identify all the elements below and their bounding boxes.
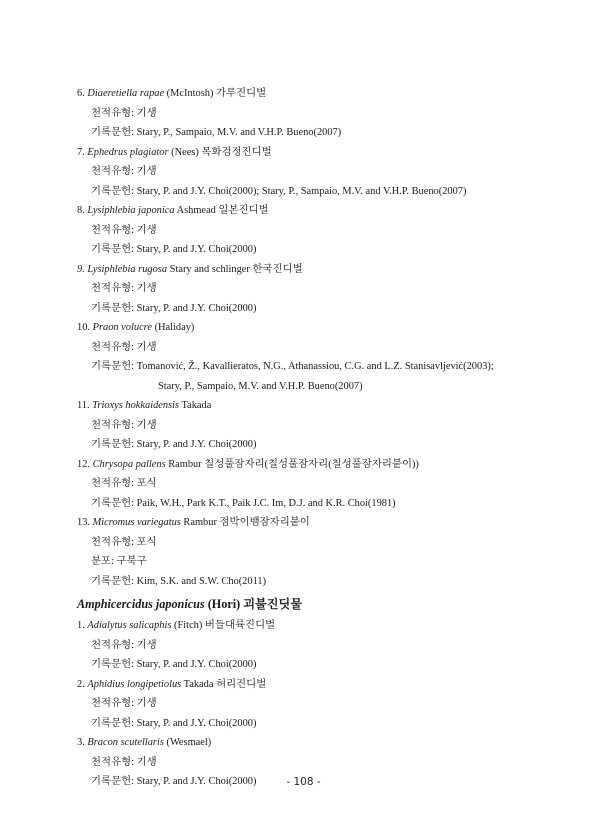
entry-title: [77, 513, 577, 533]
species-name: Diaeretiella rapae: [87, 88, 165, 99]
species-name: Chrysopa pallens: [92, 458, 166, 470]
page-number: - 108 -: [286, 776, 321, 788]
species-author: (Wesmael): [163, 737, 212, 748]
entry-detail: 천적유형: 기생: [91, 224, 157, 236]
species-name: Aphidius longipetiolus: [87, 678, 182, 690]
species-name: Praon volucre: [92, 322, 152, 333]
entry-number: 7.: [77, 146, 85, 158]
page-content: [77, 84, 577, 792]
species-author: Takada 허리진디벌: [181, 678, 267, 690]
entry-detail: 천적유형: 기생: [91, 698, 157, 709]
entry-detail: 천적유형: 포식: [91, 478, 157, 489]
entry-title: [77, 616, 577, 636]
entry-title: [77, 675, 577, 695]
species-list-aphid-1: [77, 84, 577, 591]
entry-detail: 기록문헌: Stary, P. and J.Y. Choi(2000): [91, 717, 257, 729]
entry-detail: 천적유형: 기생: [91, 639, 157, 651]
entry-title: [77, 84, 577, 104]
entry-title: [77, 733, 577, 753]
entry-detail: 기록문헌: Stary, P. and J.Y. Choi(2000): [91, 244, 257, 255]
species-author: Stary and schlinger 한국진디벌: [167, 263, 303, 275]
host-aphid-rest: (Hori) 괴불진딧물: [204, 597, 303, 611]
entry-number: 1.: [77, 620, 85, 631]
species-name: Lysiphlebia rugosa: [87, 263, 168, 275]
species-name: Trioxys hokkaidensis: [92, 400, 180, 411]
entry-detail: 천적유형: 기생: [91, 756, 157, 768]
entry-detail: 기록문헌: Paik, W.H., Park K.T., Paik J.C. Im, D.J. and K.R. Choi(1981): [91, 497, 396, 509]
entry-detail: 분포: 구북구: [91, 556, 147, 567]
species-author: Ashmead 일본진디벌: [174, 205, 269, 216]
entry-number: 9.: [77, 263, 85, 275]
entry-detail: 기록문헌: Stary, P. and J.Y. Choi(2000): [91, 659, 257, 670]
species-author: (Nees) 목화검정진디벌: [168, 146, 272, 158]
entry-title: [77, 318, 577, 338]
species-name: Ephedrus plagiator: [87, 146, 169, 158]
entry-number: 10.: [77, 322, 90, 333]
host-aphid-heading: [77, 593, 577, 615]
species-name: Lysiphlebia japonica: [87, 205, 175, 216]
species-author: Takada: [179, 400, 212, 411]
host-aphid-name: Amphicercidus japonicus: [77, 597, 205, 611]
species-name: Adialytus salicaphis: [87, 620, 172, 631]
entry-detail: 기록문헌: Stary, P. and J.Y. Choi(2000): [91, 776, 257, 787]
species-list-aphid-2: [77, 616, 577, 792]
entry-title: [77, 260, 577, 280]
entry-number: 13.: [77, 517, 90, 528]
entry-detail: 기록문헌: Stary, P. and J.Y. Choi(2000): [91, 439, 257, 450]
entry-detail: 천적유형: 기생: [91, 419, 157, 431]
entry-title: [77, 455, 577, 475]
entry-number: 3.: [77, 737, 85, 748]
entry-number: 8.: [77, 205, 85, 216]
species-name: Micromus variegatus: [92, 517, 181, 528]
species-author: Rambur 점박이뱀잠자리붙이: [180, 517, 310, 528]
entry-detail: 기록문헌: Stary, P. and J.Y. Choi(2000); Stary, P., Sampaio, M.V. and V.H.P. Bueno(2007): [91, 185, 467, 197]
entry-number: 11.: [77, 400, 90, 411]
entry-detail: 기록문헌: Stary, P. and J.Y. Choi(2000): [91, 302, 257, 314]
entry-title: [77, 201, 577, 221]
entry-detail: Stary, P., Sampaio, M.V. and V.H.P. Bueno(2007): [158, 380, 363, 392]
entry-detail: 천적유형: 기생: [91, 341, 157, 353]
entry-detail: 천적유형: 포식: [91, 536, 157, 548]
entry-number: 6.: [77, 88, 85, 99]
entry-title: [77, 143, 577, 163]
entry-detail: 기록문헌: Kim, S.K. and S.W. Cho(2011): [91, 575, 267, 587]
species-author: (Haliday): [151, 322, 195, 333]
entry-detail: 기록문헌: Tomanović, Ž., Kavallieratos, N.G., Athanassiou, C.G. and L.Z. Stanisavljević(2003);: [91, 361, 494, 372]
species-author: (Fitch) 버들대륙진디벌: [171, 620, 276, 631]
entry-number: 12.: [77, 458, 90, 470]
entry-title: [77, 396, 577, 416]
entry-detail: 천적유형: 기생: [91, 107, 157, 119]
species-author: Rambur 칠성풀잠자리(칠성풀잠자리(칠성풀잠자리붙이)): [165, 458, 419, 470]
species-name: Bracon scutellaris: [87, 737, 164, 748]
entry-detail: 천적유형: 기생: [91, 283, 157, 294]
entry-number: 2.: [77, 678, 85, 690]
entry-detail: 기록문헌: Stary, P., Sampaio, M.V. and V.H.P. Bueno(2007): [91, 127, 342, 138]
entry-detail: 천적유형: 기생: [91, 166, 157, 177]
species-author: (McIntosh) 가루진디벌: [164, 88, 267, 99]
